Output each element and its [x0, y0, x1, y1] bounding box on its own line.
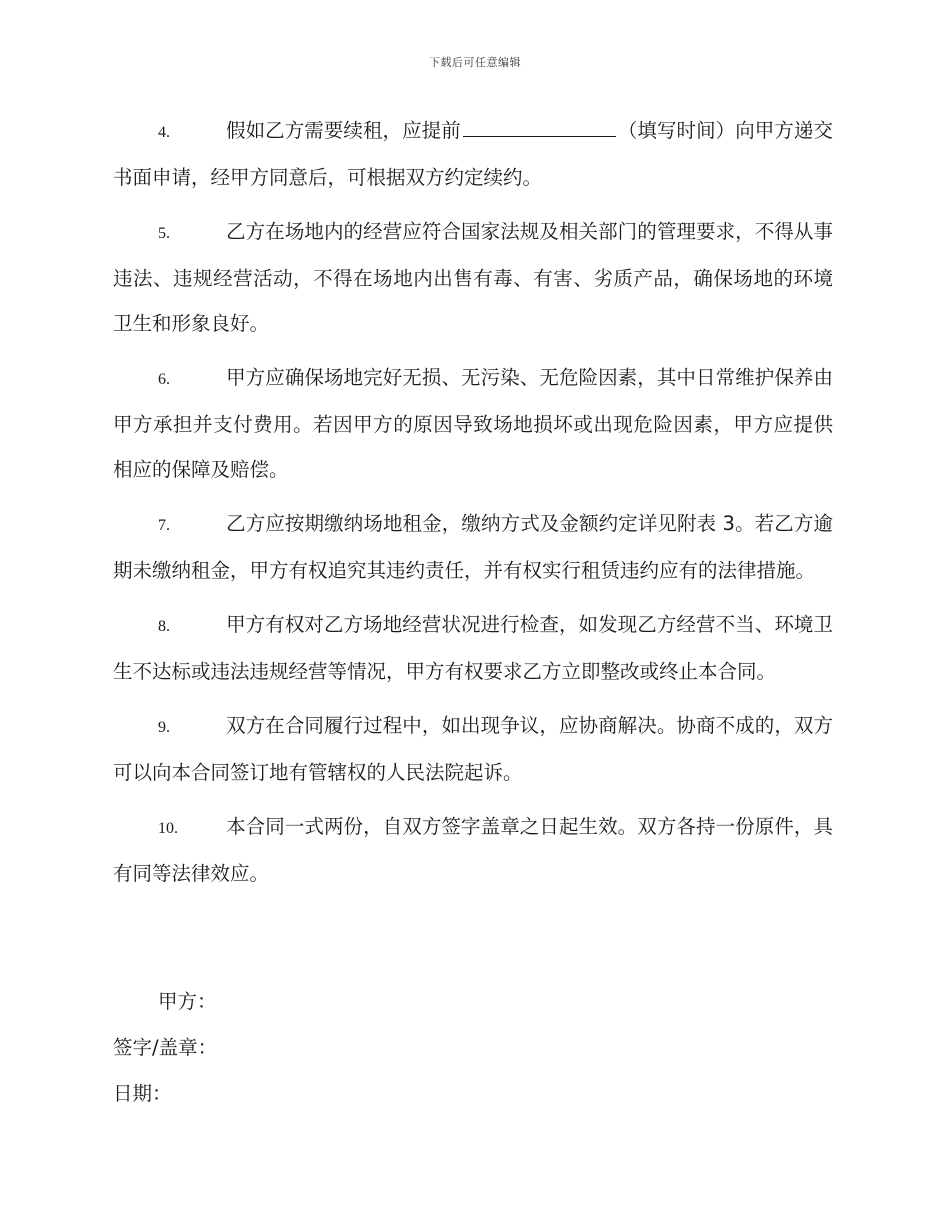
clause-6 — [113, 355, 833, 492]
clause-5 — [113, 209, 833, 346]
clause-text: 假如乙方需要续租，应提前 — [226, 119, 461, 142]
clause-text: 乙方应按期缴纳场地租金，缴纳方式及金额约定详见附表 3。若乙方逾期未缴纳租金，甲方有权追究其违约责任，并有权实行租赁违约应有的法律措施。 — [113, 512, 833, 582]
clause-number: 8. — [158, 618, 170, 635]
clause-number: 6. — [158, 371, 170, 388]
clause-number: 10. — [158, 820, 178, 837]
clause-4 — [113, 108, 833, 200]
clause-number: 5. — [158, 225, 170, 242]
clause-10 — [113, 804, 833, 896]
clause-number: 4. — [158, 124, 170, 141]
clause-text: 本合同一式两份，自双方签字盖章之日起生效。双方各持一份原件，具有同等法律效应。 — [113, 815, 833, 885]
clause-text: 甲方应确保场地完好无损、无污染、无危险因素，其中日常维护保养由甲方承担并支付费用。若因甲方的原因导致场地损坏或出现危险因素，甲方应提供相应的保障及赔偿。 — [113, 366, 833, 481]
date-label: 日期： — [113, 1082, 172, 1105]
clause-text: 乙方在场地内的经营应符合国家法规及相关部门的管理要求，不得从事违法、违规经营活动，不得在场地内出售有毒、有害、劣质产品，确保场地的环境卫生和形象良好。 — [113, 220, 833, 335]
clause-number: 9. — [158, 719, 170, 736]
clause-text: 双方在合同履行过程中，如出现争议，应协商解决。协商不成的，双方可以向本合同签订地有管辖权的人民法院起诉。 — [113, 714, 833, 784]
clause-text: 甲方有权对乙方场地经营状况进行检查，如发现乙方经营不当、环境卫生不达标或违法违规经营等情况，甲方有权要求乙方立即整改或终止本合同。 — [113, 613, 833, 683]
contract-clauses — [113, 108, 833, 905]
clause-number: 7. — [158, 517, 170, 534]
party-a-label: 甲方： — [158, 990, 217, 1013]
clause-text: （填写时间）向甲方递交书面申请，经甲方同意后，可根据双方约定续约。 — [113, 119, 833, 189]
clause-7 — [113, 501, 833, 593]
signature-stamp-label: 签字/盖章： — [113, 1036, 218, 1059]
fill-in-blank[interactable] — [463, 116, 616, 137]
page-header-note: 下载后可任意编辑 — [429, 56, 521, 69]
clause-8 — [113, 602, 833, 694]
clause-9 — [113, 703, 833, 795]
